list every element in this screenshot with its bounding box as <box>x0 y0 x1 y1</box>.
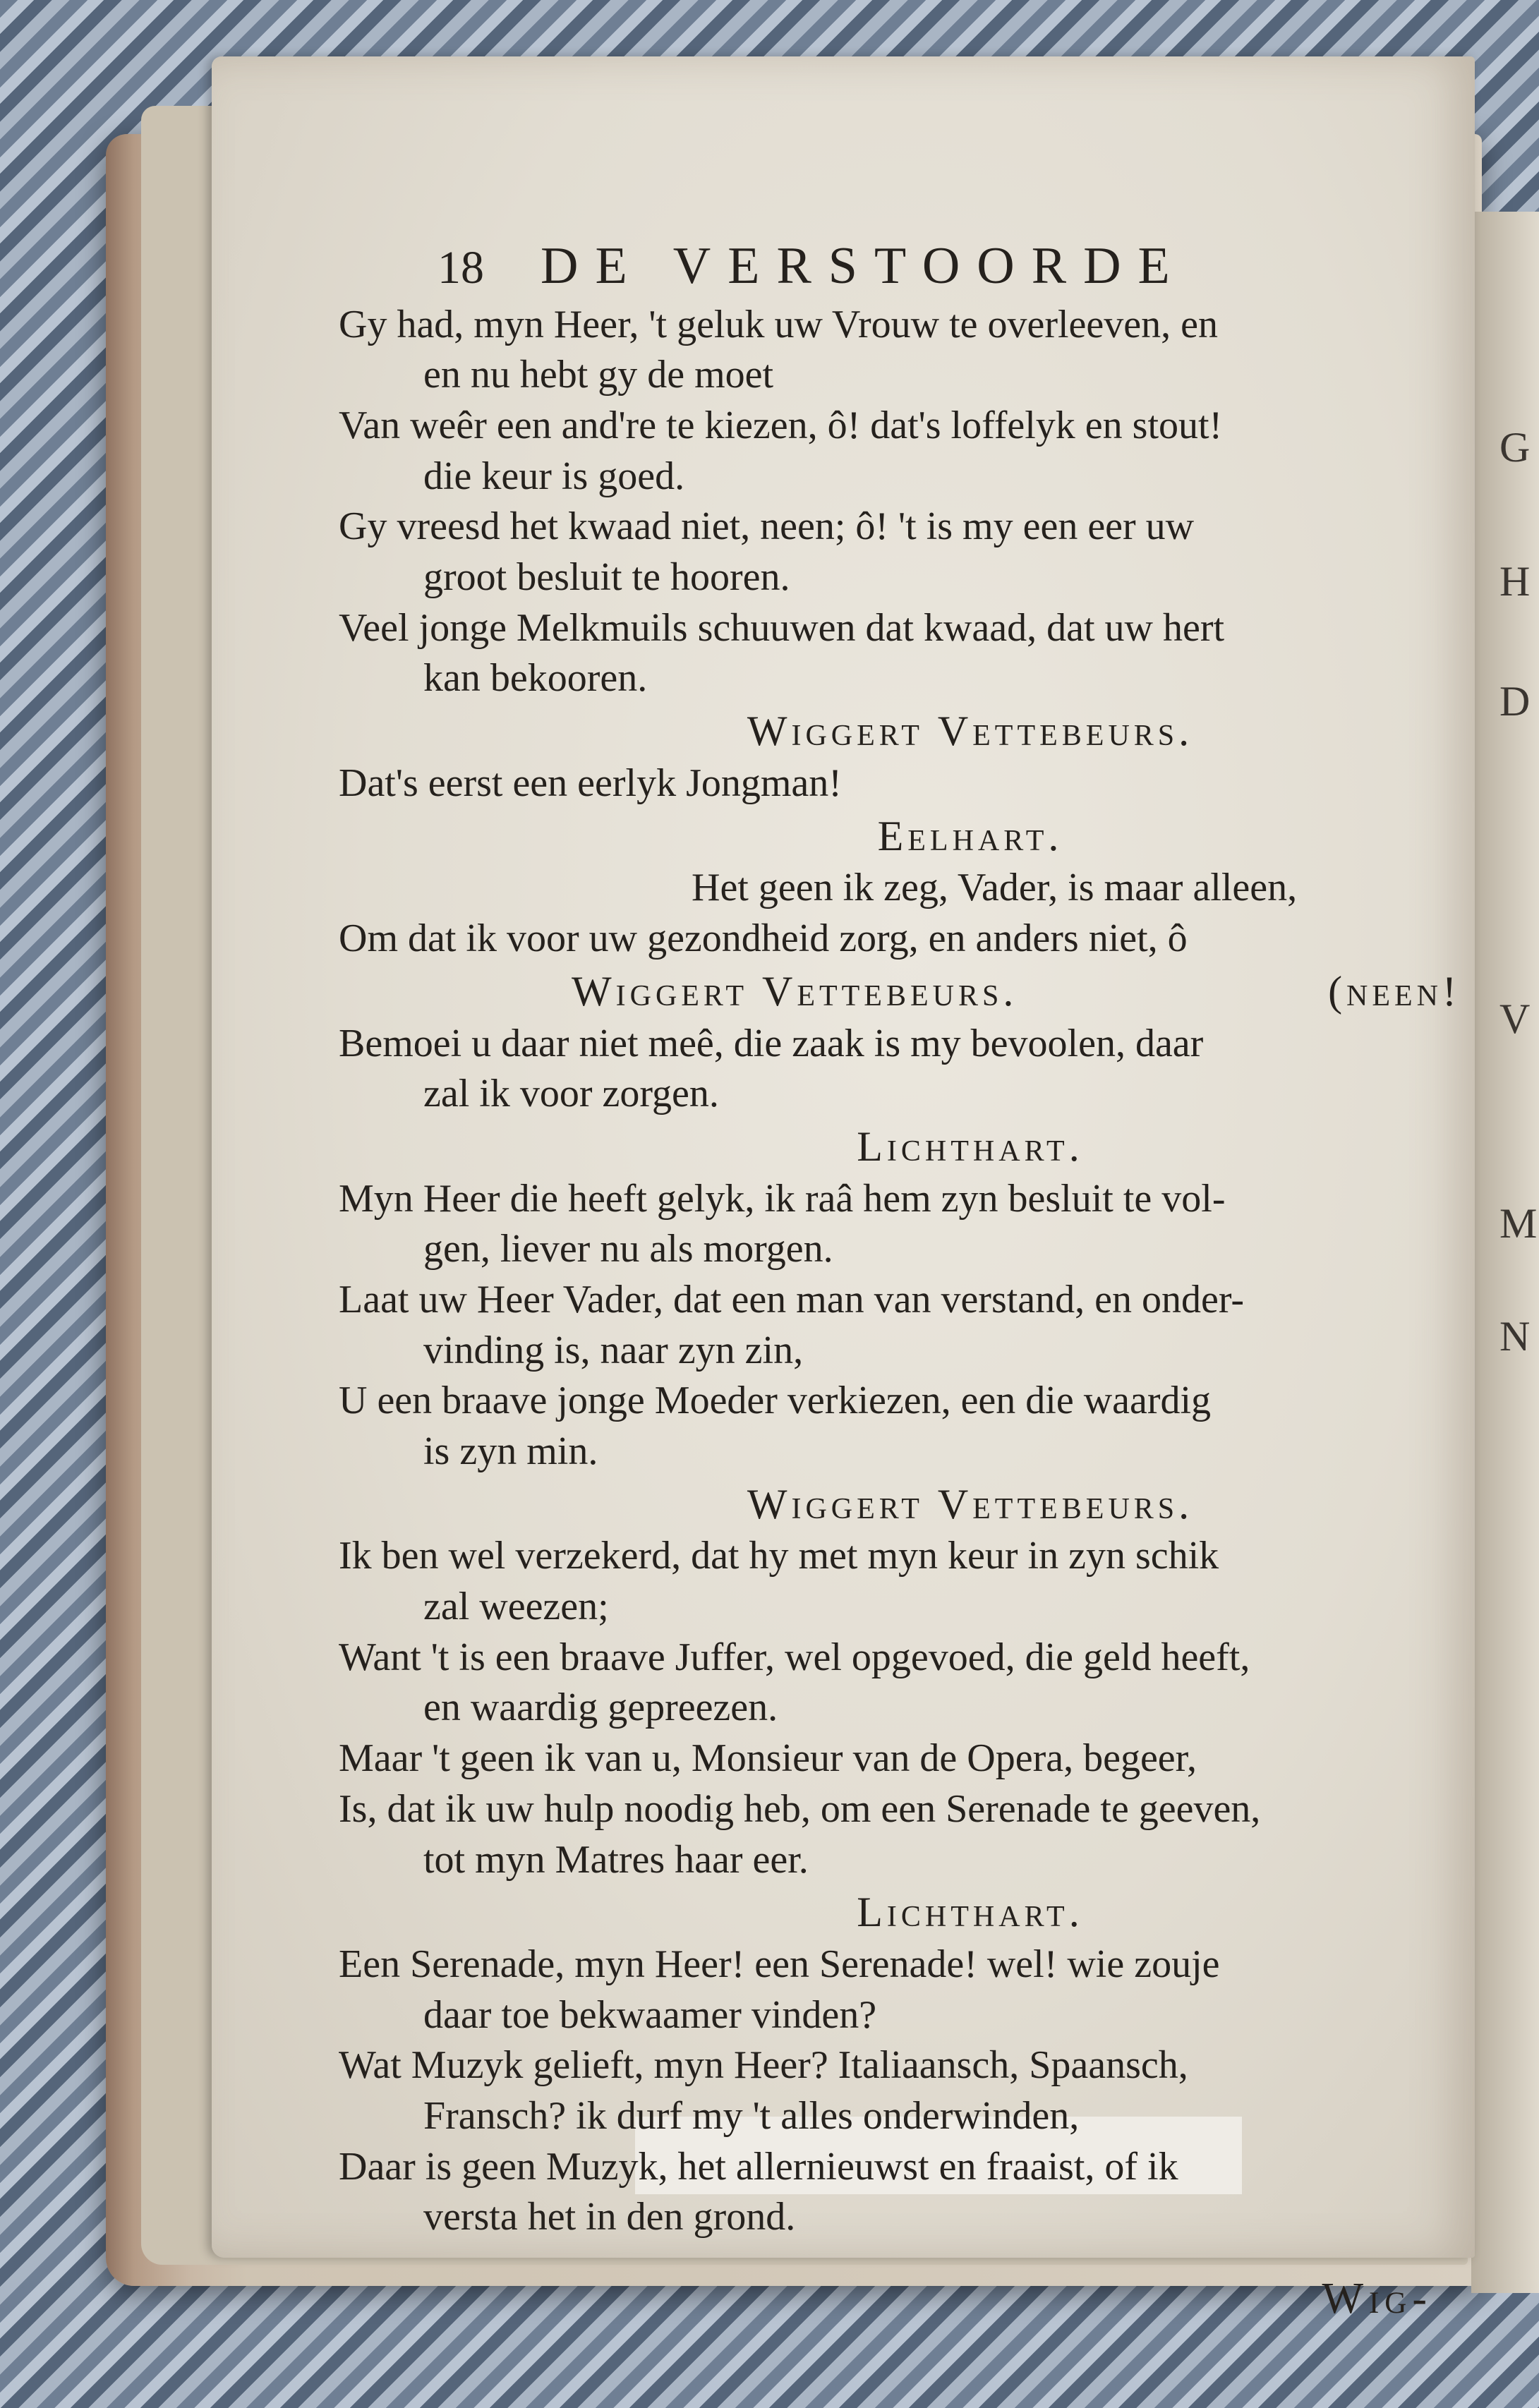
speaker-name: Wiggert Vettebeurs. <box>747 1480 1194 1527</box>
verse-line: Myn Heer die heeft gelyk, ik raâ hem zyn besluit te vol- <box>339 1176 1226 1221</box>
verse-continuation: tot myn Matres haar eer. <box>423 1837 809 1882</box>
verse-line: Dat's eerst een eerlyk Jongman! <box>339 761 842 805</box>
verse-continuation: die keur is goed. <box>423 454 685 498</box>
verse-continuation: zal weezen; <box>423 1585 609 1629</box>
page-text <box>339 233 1461 2327</box>
verse-continuation: daar toe bekwaamer vinden? <box>423 1992 877 2037</box>
verse-line: Gy had, myn Heer, 't geluk uw Vrouw te overleeven, en <box>339 302 1218 346</box>
running-head <box>437 233 1461 300</box>
verse-continuation: versta het in den grond. <box>423 2195 796 2239</box>
facing-page-letter: M <box>1499 1200 1538 1247</box>
verse-line: Een Serenade, myn Heer! een Serenade! wel! wie zouje <box>339 1942 1220 1986</box>
verse-line: Wat Muzyk gelieft, myn Heer? Italiaansch, Spaansch, <box>339 2043 1188 2088</box>
margin-note: (neen! <box>1328 967 1461 1015</box>
verse-line: Ik ben wel verzekerd, dat hy met myn keur in zyn schik <box>339 1534 1219 1578</box>
verse-continuation: groot besluit te hooren. <box>423 555 790 600</box>
verse-continuation: zal ik voor zorgen. <box>423 1072 719 1116</box>
verse-line: U een braave jonge Moeder verkiezen, een die waardig <box>339 1379 1212 1423</box>
verse-continuation: vinding is, naar zyn zin, <box>423 1328 804 1372</box>
facing-page-letter: N <box>1499 1313 1531 1360</box>
verse-continuation: gen, liever nu als morgen. <box>423 1227 833 1271</box>
verse-line: Bemoei u daar niet meê, die zaak is my bevoolen, daar <box>339 1021 1204 1065</box>
facing-page-edge <box>1471 212 1539 2293</box>
catchword: Wig- <box>1322 2275 1432 2323</box>
speaker-name: Lichthart. <box>857 1123 1084 1170</box>
verse-line: Veel jonge Melkmuils schuuwen dat kwaad, dat uw hert <box>339 605 1225 650</box>
speaker-name <box>339 964 1461 1019</box>
verse-continuation: Fransch? ik durf my 't alles onderwinden, <box>423 2093 1080 2138</box>
verse-line: Gy vreesd het kwaad niet, neen; ô! 't is my een eer uw <box>339 504 1195 549</box>
running-title: DE VERSTOORDE <box>541 237 1187 295</box>
verse-continuation: is zyn min. <box>423 1429 598 1473</box>
verse-continuation: en waardig gepreezen. <box>423 1686 778 1730</box>
facing-page-letter: D <box>1499 678 1531 725</box>
speaker-name: Wiggert Vettebeurs. <box>747 708 1194 755</box>
verse-line: Daar is geen Muzyk, het allernieuwst en fraaist, of ik <box>339 2144 1178 2189</box>
speaker-name: Eelhart. <box>877 812 1063 859</box>
verse-line: Het geen ik zeg, Vader, is maar alleen, <box>692 866 1298 910</box>
verse-continuation: kan bekooren. <box>423 656 648 701</box>
speaker-label: Wiggert Vettebeurs. <box>572 967 1018 1015</box>
page-number: 18 <box>437 242 484 294</box>
facing-page-letter: V <box>1499 996 1531 1042</box>
verse-line: Van weêr een and're te kiezen, ô! dat's loffelyk en stout! <box>339 404 1223 448</box>
verse-line: Want 't is een braave Juffer, wel opgevoed, die geld heeft, <box>339 1635 1250 1679</box>
facing-page-letter: H <box>1499 558 1531 605</box>
facing-page-letter: G <box>1499 424 1531 471</box>
text-lines <box>339 300 1461 2243</box>
verse-line: Maar 't geen ik van u, Monsieur van de Opera, begeer, <box>339 1736 1197 1781</box>
speaker-name: Lichthart. <box>857 1889 1084 1936</box>
verse-continuation: en nu hebt gy de moet <box>423 353 774 397</box>
verse-line: Is, dat ik uw hulp noodig heb, om een Serenade te geeven, <box>339 1786 1261 1831</box>
verse-line: Laat uw Heer Vader, dat een man van verstand, en onder- <box>339 1277 1245 1321</box>
verse-line: Om dat ik voor uw gezondheid zorg, en anders niet, ô <box>339 916 1188 961</box>
